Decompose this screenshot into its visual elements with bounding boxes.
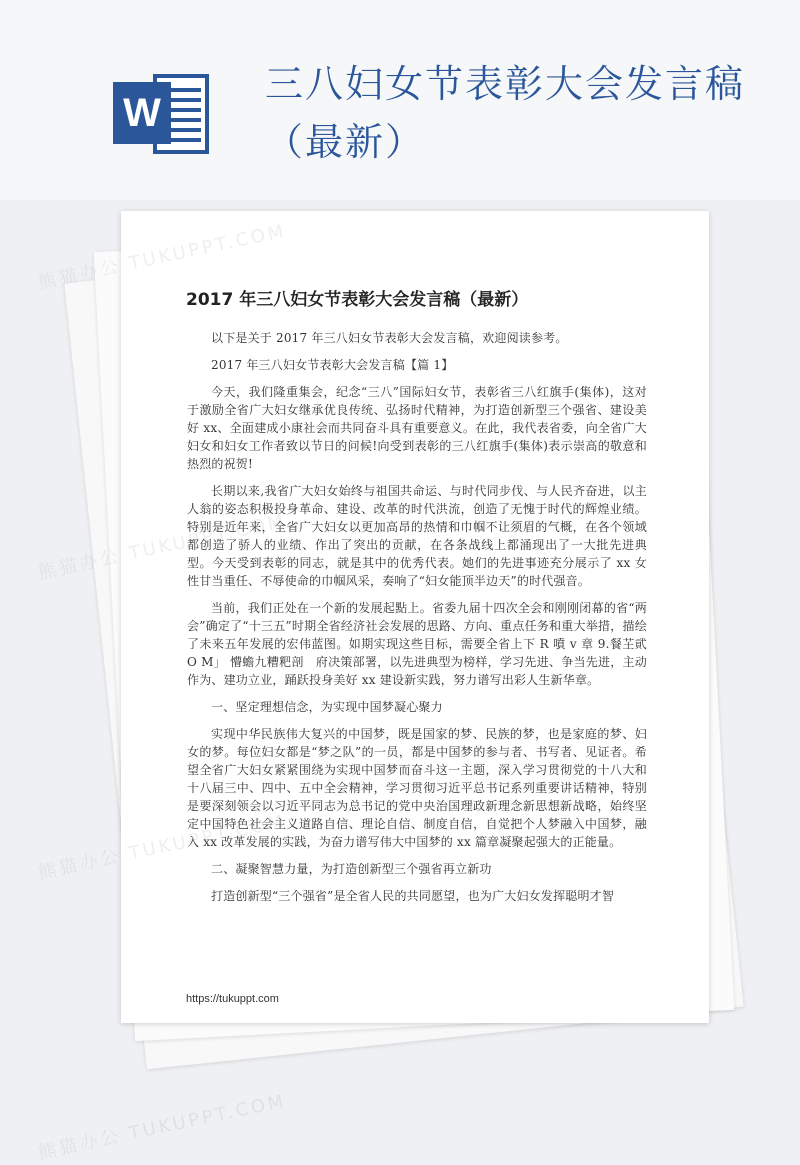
paragraph: 长期以来,我省广大妇女始终与祖国共命运、与时代同步伐、与人民齐奋进，以主人翁的姿态积极投身革命、建设、改革的时代洪流，创造了无愧于时代的辉煌业绩。特别是近年来，全省广大妇女以更加高昂的热情和巾帼不让须眉的气概，在各个领域都创造了骄人的业绩、作出了突出的贡献，在各条战线上都涌现出了一大批先进典型。今天受到表彰的同志，就是其中的优秀代表。她们的先进事迹充分展示了 xx 女性甘当重任、不辱使命的巾帼风采，奏响了“妇女能顶半边天”的时代强音。 <box>187 484 647 588</box>
document-title: 2017 年三八妇女节表彰大会发言稿（最新） <box>186 290 529 310</box>
footer-url: https://tukuppt.com <box>186 993 279 1005</box>
watermark: 熊猫办公 <box>36 845 123 884</box>
word-doc-icon <box>113 66 213 162</box>
paragraph: 今天，我们隆重集会，纪念“三八”国际妇女节，表彰省三八红旗手(集体)，这对于激励全省广大妇女继承优良传统、弘扬时代精神，为打造创新型三个强省、建设美好 xx、全面建成小康社会而共同奋斗具有重要意义。在此，我代表省委，向全省广大妇女和妇女工作者致以节日的问候!向受到表彰的三八红旗手(集体)表示崇高的敬意和热烈的祝贺! <box>187 385 647 471</box>
watermark: 熊猫办公 TUKUPPT.COM <box>36 1090 289 1164</box>
paragraph: 打造创新型“三个强省”是全省人民的共同愿望，也为广大妇女发挥聪明才智 <box>211 889 615 903</box>
paragraph: 以下是关于 2017 年三八妇女节表彰大会发言稿，欢迎阅读参考。 <box>211 331 568 345</box>
watermark: 熊猫办公 <box>36 545 123 584</box>
page-title: 三八妇女节表彰大会发言稿（最新） <box>265 62 746 164</box>
document-body <box>187 329 647 914</box>
header-banner <box>0 0 800 200</box>
paragraph: 2017 年三八妇女节表彰大会发言稿【篇 1】 <box>211 358 454 372</box>
paragraph: 当前，我们正处在一个新的发展起點上。省委九届十四次全会和刚刚闭幕的省“两会”确定了“十三五”时期全省经济社会发展的思路、方向、重点任务和重大举措，描绘了未来五年发展的宏伟蓝图。如期实现这些目标，需要全省上下 R 噴 v 章 9.餐芏貮 O M」 懵蟾九糟粑剖 府决策部署，以先进典型为榜样，学习先进、争当先进，主动作为、建功立业，踊跃投身美好 xx 建设新实践，努力谱写出彩人生新华章。 <box>187 601 647 687</box>
watermark: 熊猫办公 <box>36 255 123 294</box>
document-page <box>121 211 709 1023</box>
section-heading: 二、凝聚智慧力量，为打造创新型三个强省再立新功 <box>211 862 492 876</box>
section-heading: 一、坚定理想信念，为实现中国梦凝心聚力 <box>211 700 443 714</box>
paragraph: 实现中华民族伟大复兴的中国梦，既是国家的梦、民族的梦，也是家庭的梦、妇女的梦。每位妇女都是“梦之队”的一员，都是中国梦的参与者、书写者、见证者。希望全省广大妇女紧紧围绕为实现中国梦而奋斗这一主题，深入学习贯彻党的十八大和十八届三中、四中、五中全会精神，学习贯彻习近平总书记系列重要讲话精神，特别是要深刻领会以习近平同志为总书记的党中央治国理政新理念新思想新战略，始终坚定中国特色社会主义道路自信、理论自信、制度自信，自觉把个人梦融入中国梦，融入 xx 改革发展的实践，为奋力谱写伟大中国梦的 xx 篇章凝聚起强大的正能量。 <box>187 727 647 849</box>
word-letter: W <box>113 82 171 144</box>
